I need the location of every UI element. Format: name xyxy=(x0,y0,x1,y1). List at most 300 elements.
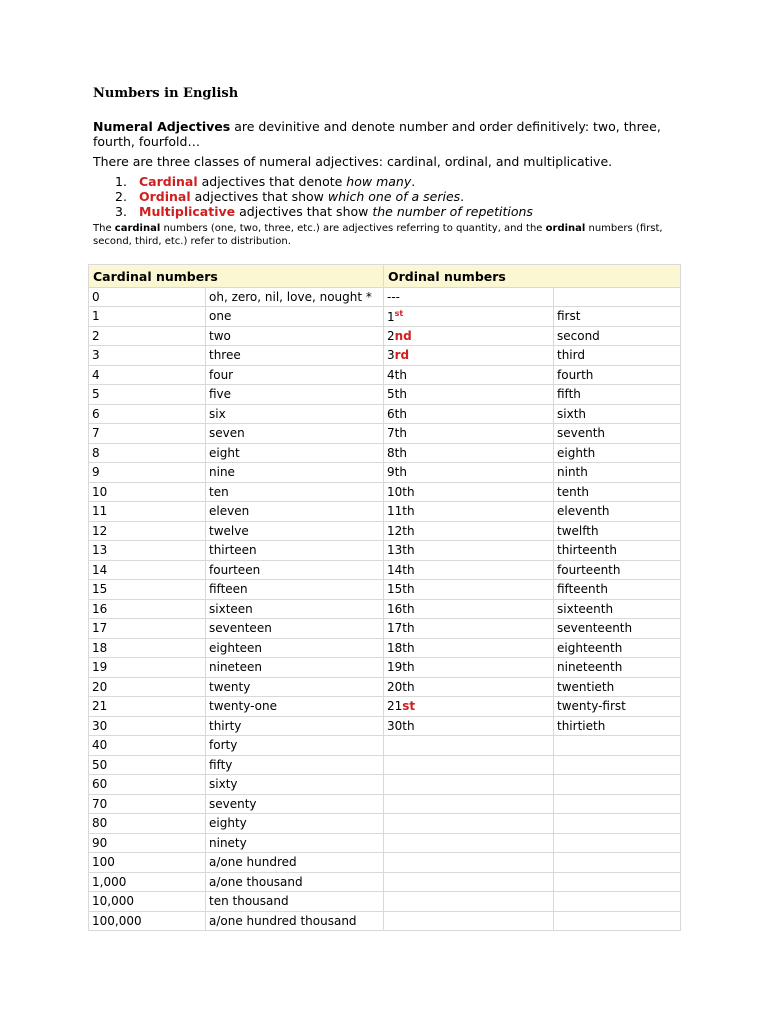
note-paragraph xyxy=(93,223,693,248)
cardinal-number-cell xyxy=(89,716,206,736)
cardinal-word: seven xyxy=(209,426,245,441)
cardinal-number: 5 xyxy=(92,387,100,402)
cardinal-number-cell xyxy=(89,580,206,600)
cardinal-number: 17 xyxy=(92,621,108,636)
cardinal-word-cell xyxy=(206,872,384,892)
ordinal-number: 19th xyxy=(387,660,415,675)
header-ordinal: Ordinal numbers xyxy=(384,265,681,288)
ordinal-word-cell xyxy=(554,697,681,717)
ordinal-number-cell xyxy=(384,638,554,658)
cardinal-word: ninety xyxy=(209,835,247,850)
cardinal-word: two xyxy=(209,328,231,343)
ordinal-number-cell xyxy=(384,385,554,405)
cardinal-word-cell xyxy=(206,326,384,346)
cardinal-word: sixteen xyxy=(209,601,253,616)
ordinal-number-cell xyxy=(384,794,554,814)
ordinal-number: 10th xyxy=(387,484,415,499)
class-item-emphasis: how many xyxy=(346,174,412,189)
class-item-emphasis: the number of repetitions xyxy=(372,204,533,219)
ordinal-word-cell xyxy=(554,736,681,756)
cardinal-number-cell xyxy=(89,911,206,931)
cardinal-word-cell xyxy=(206,853,384,873)
table-row xyxy=(89,638,681,658)
ordinal-word: tenth xyxy=(557,484,590,499)
ordinal-word: seventh xyxy=(557,426,606,441)
ordinal-word: thirteenth xyxy=(557,543,617,558)
class-item-emphasis: which one of a series xyxy=(327,189,461,204)
table-row xyxy=(89,560,681,580)
cardinal-word: thirteen xyxy=(209,543,257,558)
cardinal-word: fourteen xyxy=(209,562,261,577)
ordinal-number-cell xyxy=(384,404,554,424)
ordinal-word-cell xyxy=(554,677,681,697)
class-item xyxy=(115,189,533,204)
ordinal-word: sixth xyxy=(557,406,586,421)
cardinal-word: eight xyxy=(209,445,240,460)
ordinal-number: 4th xyxy=(387,367,407,382)
cardinal-word: three xyxy=(209,348,241,363)
cardinal-word-cell xyxy=(206,463,384,483)
cardinal-word: five xyxy=(209,387,232,402)
cardinal-number-cell xyxy=(89,443,206,463)
cardinal-word: seventeen xyxy=(209,621,272,636)
cardinal-number: 60 xyxy=(92,777,108,792)
cardinal-number-cell xyxy=(89,560,206,580)
cardinal-number: 8 xyxy=(92,445,100,460)
cardinal-word: twenty-one xyxy=(209,699,277,714)
cardinal-number-cell xyxy=(89,424,206,444)
ordinal-number: 9th xyxy=(387,465,407,480)
cardinal-number: 50 xyxy=(92,757,108,772)
class-item-number: 3. xyxy=(115,204,127,219)
cardinal-word-cell xyxy=(206,658,384,678)
cardinal-number: 90 xyxy=(92,835,108,850)
cardinal-word-cell xyxy=(206,716,384,736)
ordinal-number: 14th xyxy=(387,562,415,577)
cardinal-word: oh, zero, nil, love, nought * xyxy=(209,290,372,304)
ordinal-number-cell xyxy=(384,911,554,931)
table-row xyxy=(89,502,681,522)
ordinal-suffix: rd xyxy=(394,348,410,363)
ordinal-word-cell xyxy=(554,288,681,307)
class-item-number: 1. xyxy=(115,174,127,189)
cardinal-word: a/one hundred xyxy=(209,855,297,870)
cardinal-number: 19 xyxy=(92,660,108,675)
cardinal-number-cell xyxy=(89,404,206,424)
cardinal-word: twelve xyxy=(209,523,249,538)
cardinal-number-cell xyxy=(89,814,206,834)
ordinal-number: 21 xyxy=(387,699,403,714)
table-row xyxy=(89,443,681,463)
ordinal-number-cell xyxy=(384,658,554,678)
cardinal-number-cell xyxy=(89,833,206,853)
ordinal-word-cell xyxy=(554,580,681,600)
ordinal-number-cell xyxy=(384,482,554,502)
ordinal-word-cell xyxy=(554,404,681,424)
cardinal-number-cell xyxy=(89,521,206,541)
cardinal-number: 13 xyxy=(92,543,108,558)
cardinal-number: 4 xyxy=(92,367,100,382)
ordinal-word: ninth xyxy=(557,465,588,480)
cardinal-word: fifteen xyxy=(209,582,248,597)
ordinal-number: 3 xyxy=(387,348,395,363)
cardinal-number: 11 xyxy=(92,504,108,519)
class-item-term: Cardinal xyxy=(139,174,198,189)
ordinal-word: eighth xyxy=(557,445,596,460)
ordinal-word-cell xyxy=(554,502,681,522)
ordinal-word-cell xyxy=(554,794,681,814)
cardinal-word-cell xyxy=(206,502,384,522)
classes-list xyxy=(115,174,533,219)
note-text: numbers (first, second, third, etc.) refer to distribution. xyxy=(93,223,663,247)
ordinal-number-cell xyxy=(384,677,554,697)
class-item-end: . xyxy=(460,189,465,204)
ordinal-word: seventeenth xyxy=(557,621,633,636)
ordinal-number: 12th xyxy=(387,523,415,538)
cardinal-number: 20 xyxy=(92,679,108,694)
ordinal-word: fifth xyxy=(557,387,581,402)
cardinal-word-cell xyxy=(206,443,384,463)
cardinal-word: sixty xyxy=(209,777,238,792)
class-item-text: adjectives that denote xyxy=(197,174,347,189)
ordinal-number: 15th xyxy=(387,582,415,597)
cardinal-word-cell xyxy=(206,833,384,853)
cardinal-word: nine xyxy=(209,465,235,480)
cardinal-word: a/one hundred thousand xyxy=(209,913,357,928)
table-row xyxy=(89,521,681,541)
cardinal-word-cell xyxy=(206,385,384,405)
cardinal-number: 12 xyxy=(92,523,108,538)
cardinal-number-cell xyxy=(89,463,206,483)
cardinal-word: thirty xyxy=(209,718,242,733)
cardinal-number-cell xyxy=(89,853,206,873)
table-row xyxy=(89,697,681,717)
table-row xyxy=(89,736,681,756)
ordinal-number-cell xyxy=(384,463,554,483)
cardinal-word-cell xyxy=(206,892,384,912)
cardinal-number: 1,000 xyxy=(92,874,127,889)
classes-line: There are three classes of numeral adjectives: cardinal, ordinal, and multiplicative. xyxy=(93,154,613,169)
cardinal-word: forty xyxy=(209,738,238,753)
cardinal-number-cell xyxy=(89,385,206,405)
cardinal-number: 80 xyxy=(92,816,108,831)
cardinal-word: four xyxy=(209,367,234,382)
cardinal-word: eighty xyxy=(209,816,247,831)
cardinal-word-cell xyxy=(206,775,384,795)
ordinal-number-cell xyxy=(384,424,554,444)
note-text: numbers (one, two, three, etc.) are adjectives referring to quantity, and the xyxy=(160,223,546,234)
ordinal-number-cell xyxy=(384,580,554,600)
table-row xyxy=(89,385,681,405)
table-row xyxy=(89,288,681,307)
ordinal-number: 6th xyxy=(387,406,407,421)
ordinal-number-cell xyxy=(384,716,554,736)
ordinal-word-cell xyxy=(554,853,681,873)
ordinal-number: 13th xyxy=(387,543,415,558)
cardinal-word-cell xyxy=(206,482,384,502)
ordinal-number: --- xyxy=(387,290,400,304)
page-title: Numbers in English xyxy=(93,86,239,101)
ordinal-number-cell xyxy=(384,307,554,327)
cardinal-word-cell xyxy=(206,365,384,385)
cardinal-number: 10,000 xyxy=(92,894,134,909)
ordinal-word-cell xyxy=(554,346,681,366)
ordinal-number-cell xyxy=(384,736,554,756)
cardinal-number-cell xyxy=(89,658,206,678)
table-row xyxy=(89,716,681,736)
cardinal-number-cell xyxy=(89,892,206,912)
cardinal-word-cell xyxy=(206,580,384,600)
ordinal-word-cell xyxy=(554,716,681,736)
table-row xyxy=(89,424,681,444)
table-row xyxy=(89,658,681,678)
ordinal-word: nineteenth xyxy=(557,660,623,675)
cardinal-number-cell xyxy=(89,365,206,385)
ordinal-suffix: st xyxy=(402,699,416,714)
ordinal-word: twenty-first xyxy=(557,699,626,714)
cardinal-number: 7 xyxy=(92,426,100,441)
cardinal-number-cell xyxy=(89,599,206,619)
cardinal-number: 15 xyxy=(92,582,108,597)
header-cardinal: Cardinal numbers xyxy=(89,265,384,288)
cardinal-word-cell xyxy=(206,755,384,775)
ordinal-word-cell xyxy=(554,326,681,346)
numbers-table xyxy=(88,264,681,931)
cardinal-word: ten xyxy=(209,484,229,499)
cardinal-number: 16 xyxy=(92,601,108,616)
ordinal-number: 8th xyxy=(387,445,407,460)
cardinal-word: one xyxy=(209,309,232,324)
ordinal-word: first xyxy=(557,309,581,324)
cardinal-word-cell xyxy=(206,404,384,424)
cardinal-number-cell xyxy=(89,794,206,814)
class-item-number: 2. xyxy=(115,189,127,204)
table-row xyxy=(89,482,681,502)
cardinal-word-cell xyxy=(206,307,384,327)
cardinal-number: 21 xyxy=(92,699,108,714)
intro-text: are devinitive and denote number and order definitively: two, three, fourth, fourfold… xyxy=(93,119,661,149)
table-row xyxy=(89,911,681,931)
cardinal-number-cell xyxy=(89,755,206,775)
ordinal-word-cell xyxy=(554,872,681,892)
ordinal-word: third xyxy=(557,348,585,363)
cardinal-word: nineteen xyxy=(209,660,263,675)
ordinal-word-cell xyxy=(554,658,681,678)
cardinal-number-cell xyxy=(89,307,206,327)
table-row xyxy=(89,346,681,366)
ordinal-word-cell xyxy=(554,833,681,853)
cardinal-word-cell xyxy=(206,697,384,717)
cardinal-number-cell xyxy=(89,697,206,717)
ordinal-word-cell xyxy=(554,619,681,639)
ordinal-word: thirtieth xyxy=(557,718,606,733)
cardinal-number: 10 xyxy=(92,484,108,499)
ordinal-word: twentieth xyxy=(557,679,615,694)
ordinal-word-cell xyxy=(554,775,681,795)
cardinal-number-cell xyxy=(89,482,206,502)
intro-term: Numeral Adjectives xyxy=(93,119,231,134)
cardinal-number-cell xyxy=(89,541,206,561)
ordinal-number-cell xyxy=(384,521,554,541)
intro-paragraph xyxy=(93,119,693,149)
cardinal-word-cell xyxy=(206,521,384,541)
ordinal-number: 11th xyxy=(387,504,415,519)
cardinal-number: 9 xyxy=(92,465,100,480)
table-row xyxy=(89,853,681,873)
ordinal-word: fourteenth xyxy=(557,562,621,577)
cardinal-number: 100,000 xyxy=(92,913,142,928)
ordinal-number-cell xyxy=(384,541,554,561)
ordinal-word-cell xyxy=(554,307,681,327)
cardinal-word-cell xyxy=(206,677,384,697)
ordinal-word-cell xyxy=(554,911,681,931)
cardinal-number-cell xyxy=(89,346,206,366)
table-header-row xyxy=(89,265,681,288)
ordinal-number: 5th xyxy=(387,387,407,402)
ordinal-word: fifteenth xyxy=(557,582,608,597)
ordinal-number-cell xyxy=(384,619,554,639)
table-row xyxy=(89,580,681,600)
table-row xyxy=(89,814,681,834)
cardinal-word-cell xyxy=(206,288,384,307)
ordinal-number-cell xyxy=(384,365,554,385)
table-row xyxy=(89,833,681,853)
ordinal-word: eleventh xyxy=(557,504,610,519)
ordinal-word-cell xyxy=(554,482,681,502)
table-row xyxy=(89,872,681,892)
table-row xyxy=(89,326,681,346)
cardinal-number-cell xyxy=(89,677,206,697)
note-text: The xyxy=(93,223,115,234)
ordinal-word: eighteenth xyxy=(557,640,623,655)
table-row xyxy=(89,307,681,327)
cardinal-word-cell xyxy=(206,599,384,619)
cardinal-number: 40 xyxy=(92,738,108,753)
ordinal-word-cell xyxy=(554,892,681,912)
cardinal-word-cell xyxy=(206,424,384,444)
ordinal-number: 1 xyxy=(387,309,395,324)
table-row xyxy=(89,404,681,424)
ordinal-number: 17th xyxy=(387,621,415,636)
table-row xyxy=(89,755,681,775)
cardinal-number-cell xyxy=(89,326,206,346)
ordinal-word-cell xyxy=(554,814,681,834)
cardinal-number: 100 xyxy=(92,855,115,870)
table-row xyxy=(89,541,681,561)
ordinal-word: twelfth xyxy=(557,523,599,538)
cardinal-number-cell xyxy=(89,288,206,307)
cardinal-word-cell xyxy=(206,638,384,658)
cardinal-number-cell xyxy=(89,736,206,756)
cardinal-word-cell xyxy=(206,794,384,814)
ordinal-word-cell xyxy=(554,638,681,658)
cardinal-word-cell xyxy=(206,911,384,931)
cardinal-word: six xyxy=(209,406,226,421)
cardinal-word: fifty xyxy=(209,757,233,772)
cardinal-number: 0 xyxy=(92,290,100,304)
cardinal-word-cell xyxy=(206,736,384,756)
cardinal-number: 70 xyxy=(92,796,108,811)
cardinal-word: twenty xyxy=(209,679,251,694)
ordinal-word-cell xyxy=(554,443,681,463)
ordinal-superscript: st xyxy=(394,308,404,318)
note-bold-cardinal: cardinal xyxy=(114,223,161,234)
ordinal-number: 2 xyxy=(387,328,395,343)
class-item-term: Ordinal xyxy=(139,189,191,204)
ordinal-number-cell xyxy=(384,560,554,580)
ordinal-word: second xyxy=(557,328,600,343)
class-item-text: adjectives that show xyxy=(235,204,373,219)
table-row xyxy=(89,892,681,912)
cardinal-word-cell xyxy=(206,619,384,639)
table-row xyxy=(89,794,681,814)
ordinal-word: sixteenth xyxy=(557,601,614,616)
cardinal-number-cell xyxy=(89,619,206,639)
class-item xyxy=(115,204,533,219)
cardinal-word-cell xyxy=(206,560,384,580)
ordinal-number-cell xyxy=(384,814,554,834)
ordinal-number-cell xyxy=(384,697,554,717)
class-item-end: . xyxy=(411,174,416,189)
cardinal-number: 1 xyxy=(92,309,100,324)
cardinal-number: 30 xyxy=(92,718,108,733)
ordinal-number: 18th xyxy=(387,640,415,655)
ordinal-word-cell xyxy=(554,541,681,561)
ordinal-number-cell xyxy=(384,853,554,873)
ordinal-word: fourth xyxy=(557,367,594,382)
ordinal-word-cell xyxy=(554,385,681,405)
class-item-text: adjectives that show xyxy=(190,189,328,204)
cardinal-number-cell xyxy=(89,502,206,522)
cardinal-word: ten thousand xyxy=(209,894,289,909)
table-row xyxy=(89,619,681,639)
ordinal-word-cell xyxy=(554,521,681,541)
ordinal-number-cell xyxy=(384,346,554,366)
table-row xyxy=(89,775,681,795)
ordinal-number-cell xyxy=(384,599,554,619)
ordinal-number-cell xyxy=(384,872,554,892)
ordinal-number-cell xyxy=(384,326,554,346)
cardinal-number: 2 xyxy=(92,328,100,343)
ordinal-number: 20th xyxy=(387,679,415,694)
table-row xyxy=(89,365,681,385)
cardinal-number: 14 xyxy=(92,562,108,577)
cardinal-word: a/one thousand xyxy=(209,874,303,889)
ordinal-suffix: nd xyxy=(394,328,412,343)
class-item xyxy=(115,174,533,189)
cardinal-word: eleven xyxy=(209,504,250,519)
table-row xyxy=(89,677,681,697)
cardinal-number-cell xyxy=(89,775,206,795)
cardinal-number-cell xyxy=(89,638,206,658)
ordinal-number-cell xyxy=(384,443,554,463)
ordinal-word-cell xyxy=(554,424,681,444)
ordinal-number-cell xyxy=(384,502,554,522)
ordinal-number: 16th xyxy=(387,601,415,616)
cardinal-number: 6 xyxy=(92,406,100,421)
cardinal-number: 18 xyxy=(92,640,108,655)
ordinal-number-cell xyxy=(384,892,554,912)
cardinal-word-cell xyxy=(206,346,384,366)
cardinal-word-cell xyxy=(206,814,384,834)
ordinal-word-cell xyxy=(554,755,681,775)
ordinal-number-cell xyxy=(384,833,554,853)
ordinal-number-cell xyxy=(384,288,554,307)
ordinal-number: 30th xyxy=(387,718,415,733)
class-item-term: Multiplicative xyxy=(139,204,236,219)
cardinal-word: eighteen xyxy=(209,640,263,655)
ordinal-number: 7th xyxy=(387,426,407,441)
